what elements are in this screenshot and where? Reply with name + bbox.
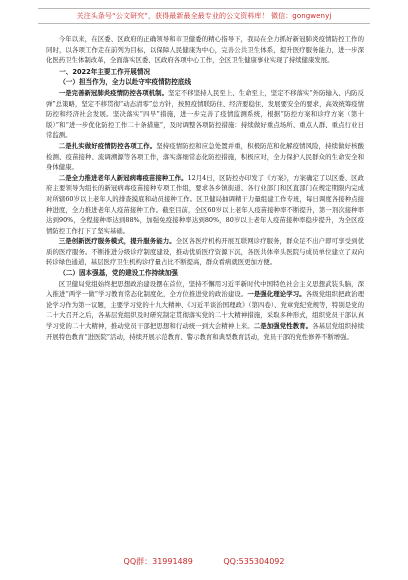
paragraph-5 [46, 279, 364, 343]
paragraph-4-lead: 三是创新医疗服务模式，提升服务能力。 [58, 237, 176, 246]
document-body [46, 34, 364, 544]
paragraph-5-lead: 一是强化理论学习。 [247, 290, 306, 299]
paragraph-3 [46, 173, 364, 237]
paragraph-2-body: 坚持疫情防控和应急处置并重，积极防范和化解疫情风险，持续做好核酸检测、疫苗接种、流调溯源等各项工作，落实落细常态化防控措施，积极应对，全力保护人民群众的生命安全和身体健康。 [46, 141, 364, 172]
paragraph-4-body: 全区各医疗机构开展互联网诊疗服务，群众足不出户即可享受到优质的医疗服务。不断推进分级诊疗制度建设，推动优质医疗资源下沉，各医共体牵头医院与成员单位建立了双向转诊绿色通道，基层医疗卫生机构诊疗量占比不断提高，群众看病就医更加方便。 [46, 237, 364, 267]
paragraph-3-lead: 二是全力推进老年人新冠病毒疫苗接种工作。 [58, 173, 188, 182]
paragraph-5-body: 区卫健局党组始终把思想政治建设摆在首位，坚持不懈用习近平新时代中国特色社会主义思想武装头脑，深入推进“两学一做”学习教育常态化制度化，全方位推进党的政治建设。 [46, 279, 364, 299]
paragraph-1 [46, 88, 364, 141]
paragraph-2-lead: 二是扎实做好疫情防控各项工作。 [58, 141, 157, 150]
section-heading: 一、2022年主要工作开展情况 [59, 67, 151, 76]
footer-qq: QQ:535304092 [223, 557, 285, 566]
promo-banner: 关注头条号“公文研究”，获得最新最全最专业的公文资料库！ 微信：gongwenyj [38, 8, 370, 24]
paragraph-3-body: 12月4日，区防控办印发了《方案》，方案确定了以区委、区政府主要领导为组长的新冠病毒疫苗接种专项工作组，要求各乡镇街道、各行业部门和区直部门在规定期限内完成对所辖60岁以上老年人的排查摸底和动员接种工作。区卫健局抽调精干力量组建工作专班，每日调度各接种点接种进度，全力推进老年人疫苗接种工作。截至目前，全区60岁以上老年人疫苗接种率不断提升，第一剂次接种率达到90%，全程接种率达到88%，加强免疫接种率达到80%，80岁以上老年人疫苗接种率稳步提升，为全区疫情防控工作打下了坚实基础。 [46, 173, 364, 235]
subsection-heading-2: （二）固本强基，党的建设工作持续加强 [59, 269, 178, 278]
footer-contact [0, 556, 408, 567]
paragraph-5-lead-2: 二是加强党性教育。 [253, 322, 313, 331]
paragraph-1-lead: 一是完善新冠肺炎疫情防控各项机制。 [58, 88, 169, 97]
paragraph-5-body-3: 各基层党组织持续开展特色教育“进医院”活动，持续开展示范教育、警示教育和典型教育活动，党员干部的党性修养不断增强。 [46, 322, 364, 341]
subsection-heading-1: （一）担当作为，全力以赴守牢疫情防控底线 [59, 78, 192, 87]
paragraph-1-body: 坚定不移坚持人民至上、生命至上，坚定不移落实“外防输入、内防反弹”总策略，坚定不移贯彻“动态清零”总方针，按照疫情联防住、经济要稳住、发展要安全的要求，高效统筹疫情防控和经济社会发展。坚决落实“四早”措施，进一步完善了疫情监测系统，根据“防控方案和诊疗方案（第十版）”和“进一步优化防控工作二十条措施”，及时调整各项防控措施：持续做好重点场所、重点人群、重点行业日常监测。 [46, 88, 364, 140]
intro-paragraph: 今年以来，在区委、区政府的正确领导和市卫健委的精心指导下，我局在全力抓好新冠肺炎疫情防控工作的同时，以各项工作走在前列为目标，以保障人民健康为中心，完善公共卫生体系，提升医疗服务能力，进一步深化医药卫生体制改革，全面落实区委、区政府各项中心工作，全区卫生健康事业实现了持续健康发展。 [46, 35, 364, 65]
paragraph-4 [46, 236, 364, 268]
paragraph-5-body-2: 各级党组织把政治理论学习作为第一议题，主要学习党的十九大精神、《习近平谈治国理政》（第四卷）、党章党纪党规等，特别是党的二十大召开之后，各基层党组织及时研究制定贯彻落实党的二十大精神措施，采取多种形式，组织党员干部认真学习党的二十大精神，推动党员干部把思想和行动统一到大会精神上来。 [46, 290, 364, 331]
footer-qq-group: QQ群：31991489 [123, 557, 193, 566]
paragraph-2 [46, 141, 364, 173]
